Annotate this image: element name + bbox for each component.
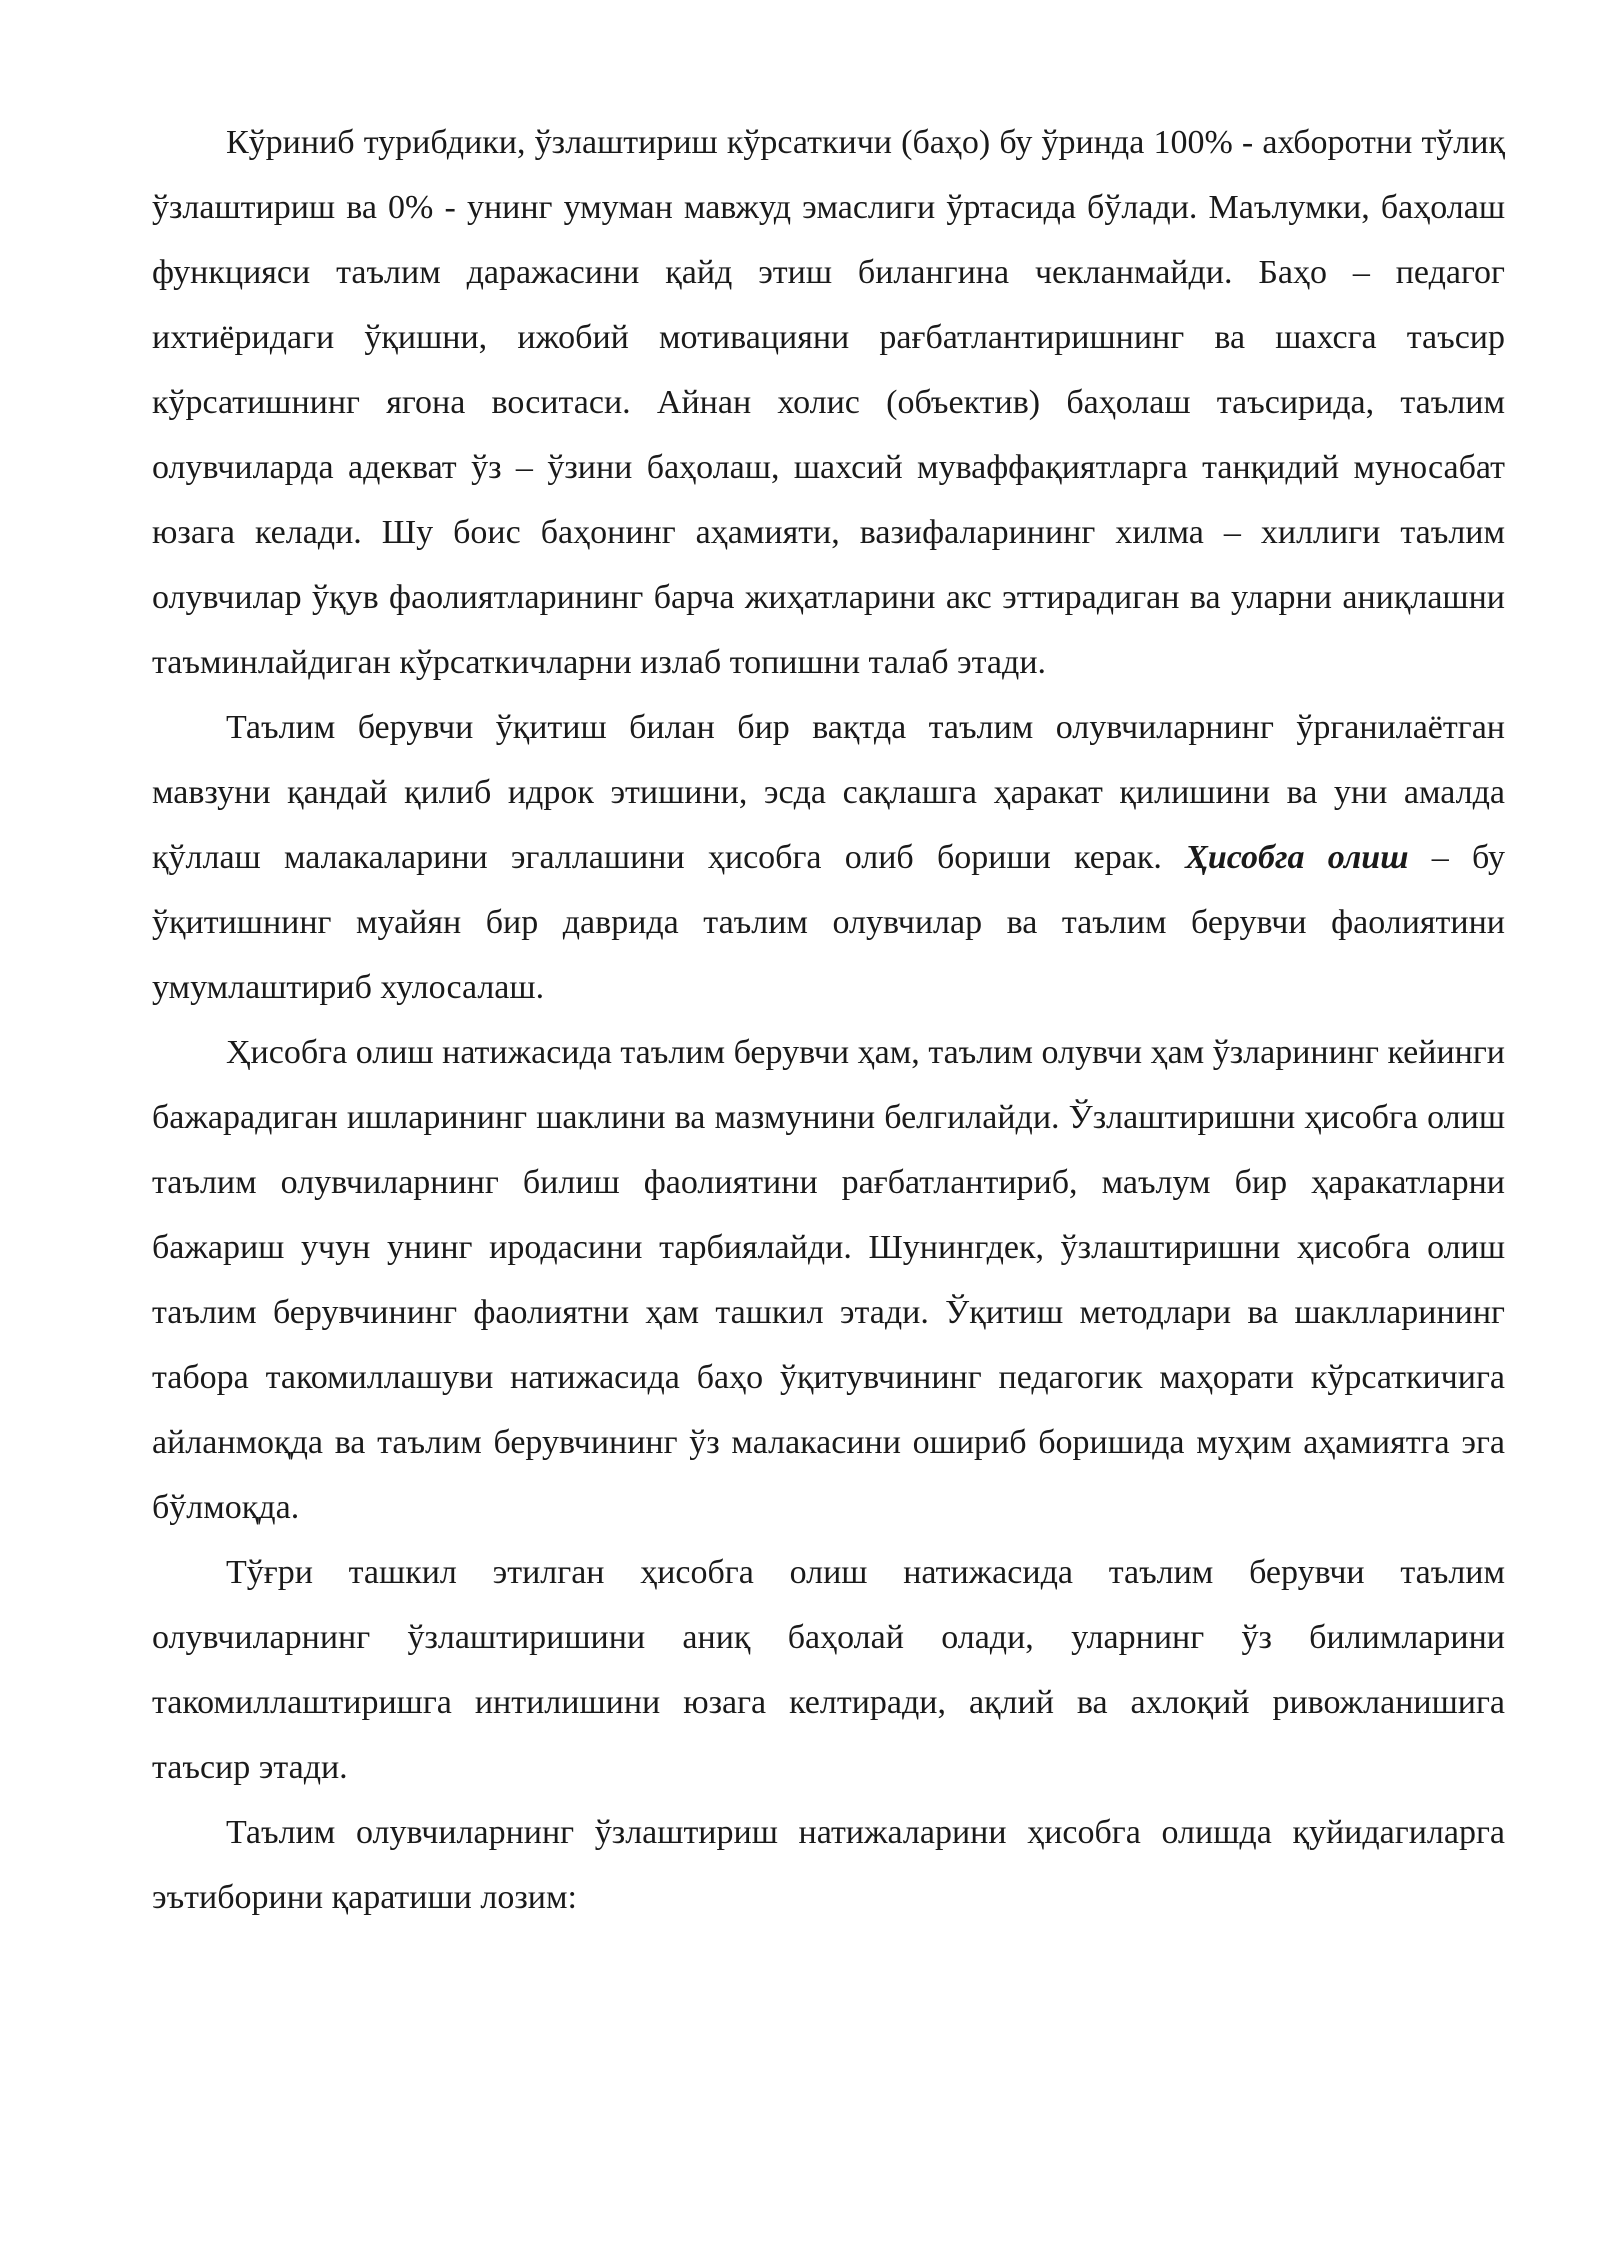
paragraph-text-before-term: Таълим берувчи ўқитиш билан бир вақтда таълим олувчиларнинг ўрганилаётган мавзуни қандай қилиб идрок этишини, эсда сақлашга ҳаракат қилишини ва уни амалда қўллаш малакаларини эгаллашини ҳисобга олиб бориши керак. [152, 709, 1505, 876]
document-body [152, 110, 1505, 1930]
paragraph-accounting-definition [152, 695, 1505, 1020]
paragraph-accounting-results: Ҳисобга олиш натижасида таълим берувчи ҳам, таълим олувчи ҳам ўзларининг кейинги бажарадиган ишларининг шаклини ва мазмунини белгилайди. Ўзлаштиришни ҳисобга олиш таълим олувчиларнинг билиш фаолиятини рағбатлантириб, маълум бир ҳаракатларни бажариш учун унинг иродасини тарбиялайди. Шунингдек, ўзлаштиришни ҳисобга олиш таълим берувчининг фаолиятни ҳам ташкил этади. Ўқитиш методлари ва шаклларининг табора такомиллашуви натижасида баҳо ўқитувчининг педагогик маҳорати кўрсаткичига айланмоқда ва таълим берувчининг ўз малакасини ошириб боришида муҳим аҳамиятга эга бўлмоқда. [152, 1034, 1505, 1526]
paragraph-proper-accounting: Тўғри ташкил этилган ҳисобга олиш натижасида таълим берувчи таълим олувчиларнинг ўзлаштиришини аниқ баҳолай олади, уларнинг ўз билимларини такомиллаштиришга интилишини юзага келтиради, ақлий ва ахлоқий ривожланишига таъсир этади. [152, 1554, 1505, 1786]
paragraph-attention-points: Таълим олувчиларнинг ўзлаштириш натижаларини ҳисобга олишда қуйидагиларга эътиборини қаратиши лозим: [152, 1814, 1505, 1916]
paragraph-assessment-indicator: Кўриниб турибдики, ўзлаштириш кўрсаткичи (баҳо) бу ўринда 100% - ахборотни тўлиқ ўзлаштириш ва 0% - унинг умуман мавжуд эмаслиги ўртасида бўлади. Маълумки, баҳолаш функцияси таълим даражасини қайд этиш билангина чекланмайди. Баҳо – педагог ихтиёридаги ўқишни, ижобий мотивацияни рағбатлантиришнинг ва шахсга таъсир кўрсатишнинг ягона воситаси. Айнан холис (объектив) баҳолаш таъсирида, таълим олувчиларда адекват ўз – ўзини баҳолаш, шахсий муваффақиятларга танқидий муносабат юзага келади. Шу боис баҳонинг аҳамияти, вазифаларининг хилма – хиллиги таълим олувчилар ўқув фаолиятларининг барча жиҳатларини акс эттирадиган ва уларни аниқлашни таъминлайдиган кўрсаткичларни излаб топишни талаб этади. [152, 124, 1505, 681]
paragraph-text-after-term: – бу ўқитишнинг муайян бир даврида таълим олувчилар ва таълим берувчи фаолиятини умумлаштириб хулосалаш. [152, 839, 1505, 1006]
defined-term: Ҳисобга олиш [1185, 839, 1409, 876]
